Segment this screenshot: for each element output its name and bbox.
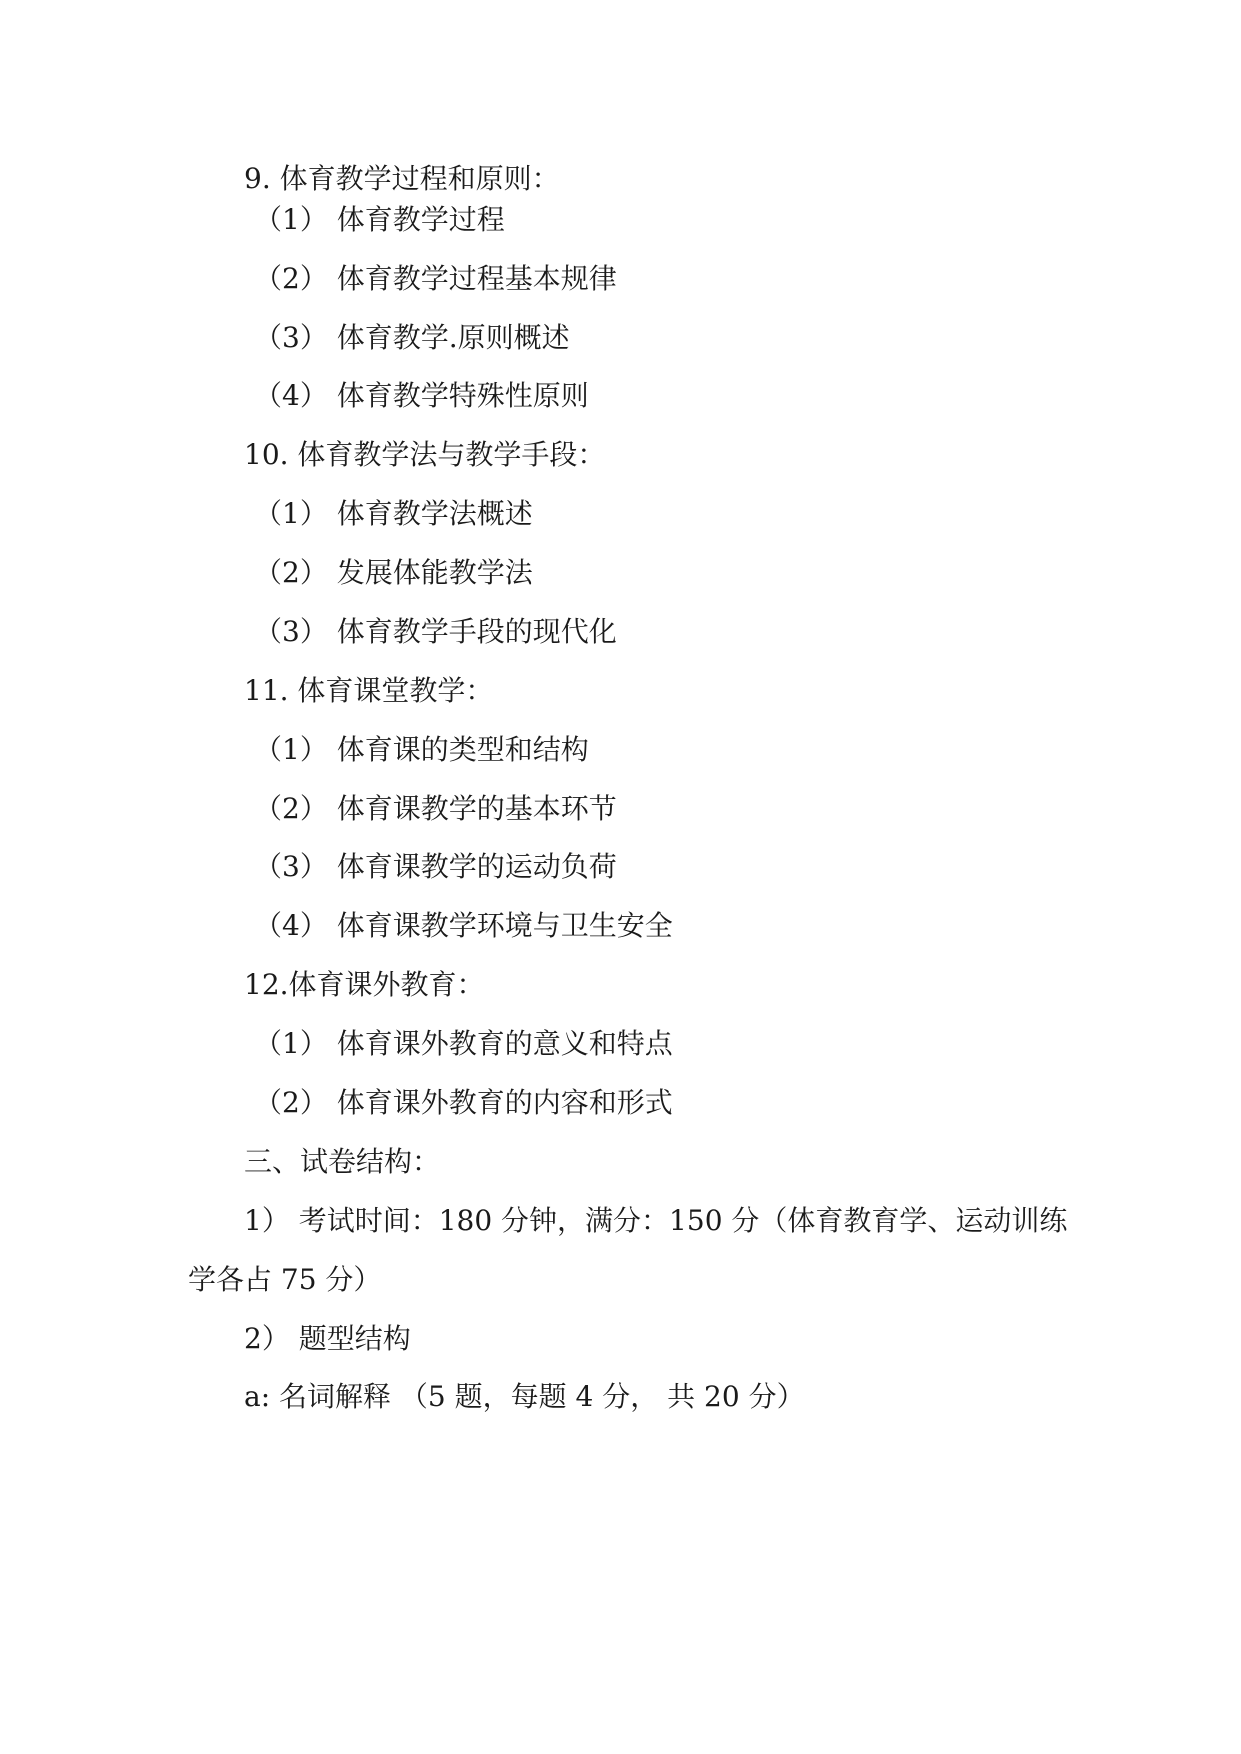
section-11-item-3: （3） 体育课教学的运动负荷 — [254, 850, 617, 883]
section-11-item-1: （1） 体育课的类型和结构 — [254, 733, 589, 766]
section-9-heading: 9. 体育教学过程和原则： — [244, 162, 560, 195]
section-11-item-2: （2） 体育课教学的基本环节 — [254, 792, 617, 825]
section-10-item-3: （3） 体育教学手段的现代化 — [254, 615, 617, 648]
section-12-item-2: （2） 体育课外教育的内容和形式 — [254, 1086, 673, 1119]
section-9-item-3: （3） 体育教学.原则概述 — [254, 321, 570, 354]
section-12-item-1: （1） 体育课外教育的意义和特点 — [254, 1027, 673, 1060]
section-11-heading: 11. 体育课堂教学： — [244, 674, 494, 707]
section-9-item-1: （1） 体育教学过程 — [254, 203, 505, 236]
exam-time-line-cont: 学各占 75 分） — [188, 1263, 382, 1296]
term-definition-line: a: 名词解释 （5 题，每题 4 分， 共 20 分） — [244, 1380, 805, 1413]
section-12-heading: 12.体育课外教育： — [244, 968, 485, 1001]
section-11-item-4: （4） 体育课教学环境与卫生安全 — [254, 909, 673, 942]
section-10-heading: 10. 体育教学法与教学手段： — [244, 438, 606, 471]
section-9-item-2: （2） 体育教学过程基本规律 — [254, 262, 617, 295]
section-10-item-1: （1） 体育教学法概述 — [254, 497, 533, 530]
exam-time-line: 1） 考试时间：180 分钟，满分：150 分（体育教育学、运动训练 — [244, 1204, 1068, 1237]
section-3-heading: 三、试卷结构： — [244, 1145, 441, 1178]
section-10-item-2: （2） 发展体能教学法 — [254, 556, 533, 589]
question-structure-line: 2） 题型结构 — [244, 1322, 411, 1355]
section-9-item-4: （4） 体育教学特殊性原则 — [254, 379, 589, 412]
